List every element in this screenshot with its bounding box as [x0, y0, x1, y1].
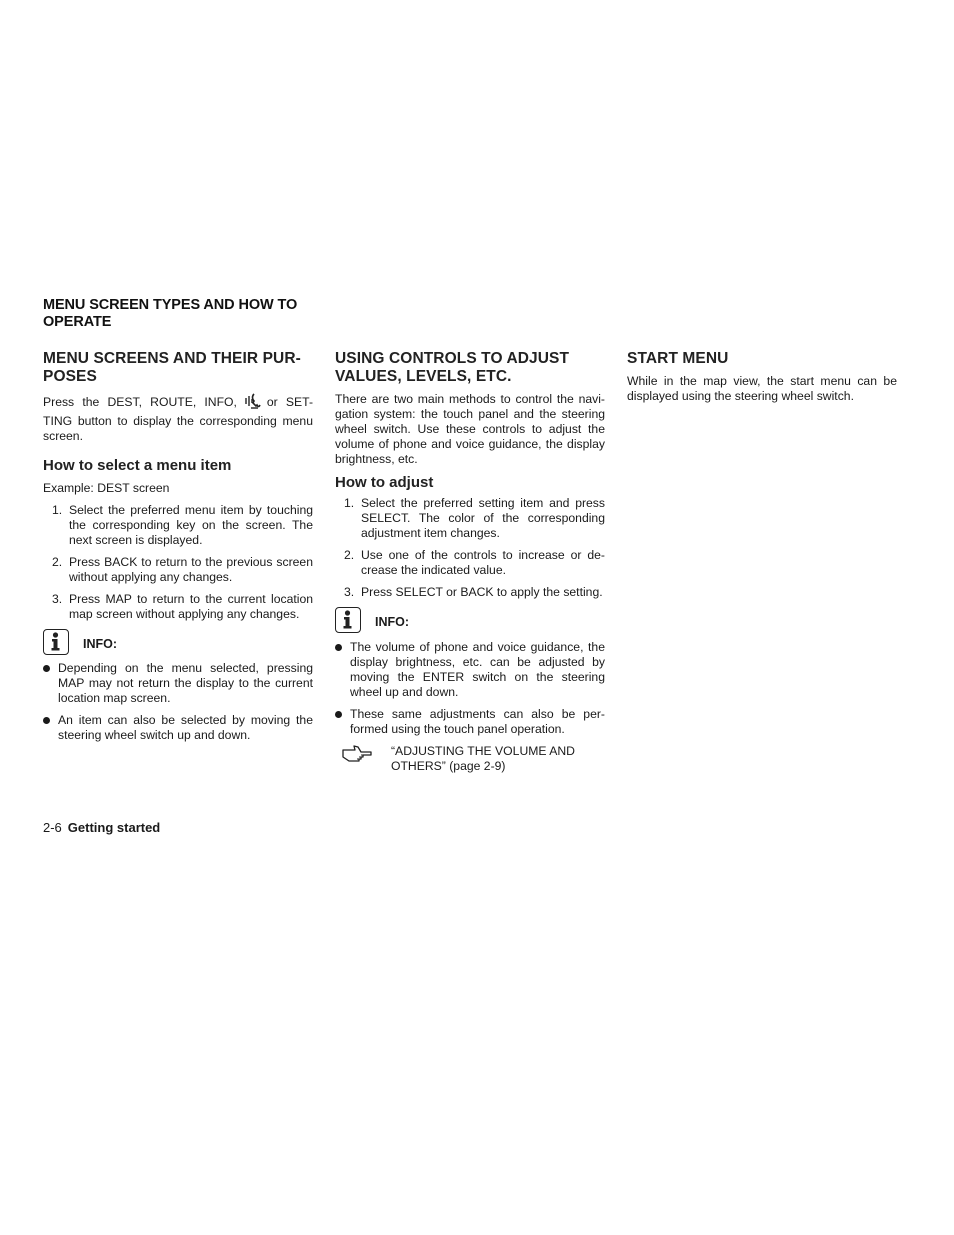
subheading-select-menu-item: How to select a menu item	[43, 457, 232, 474]
pointing-hand-icon	[341, 744, 373, 768]
info-label: INFO:	[83, 637, 118, 651]
column-menu-screens	[43, 350, 313, 750]
heading-menu-screens: MENU SCREENS AND THEIR PUR-POSES	[43, 350, 301, 385]
bullet-icon	[43, 665, 50, 672]
select-steps-list	[43, 503, 313, 622]
bullet-icon	[335, 711, 342, 718]
info-label: INFO:	[375, 615, 410, 629]
list-item: 3. Press MAP to return to the current location map screen without applying any changes.	[52, 592, 313, 621]
voice-phone-icon	[243, 392, 261, 414]
column-start-menu	[627, 350, 897, 404]
adjust-steps-list	[335, 496, 605, 600]
chapter-title: Getting started	[67, 820, 161, 835]
subheading-how-to-adjust: How to adjust	[335, 474, 434, 491]
bullet-icon	[335, 644, 342, 651]
list-item: The volume of phone and voice guidance, the display brightness, etc. can be adjusted by moving the ENTER switch on the steering wheel up and down.	[335, 640, 605, 700]
list-item: 2. Use one of the controls to increase or de-crease the indicated value.	[344, 548, 605, 577]
list-item: Depending on the menu selected, pressing MAP may not return the display to the current location map screen.	[43, 661, 313, 706]
using-controls-intro: There are two main methods to control the navi-gation system: the touch panel and the steering wheel switch. Use these controls to adjust the volume of phone and voice guidance, the display brightness, etc.	[335, 392, 605, 466]
page-footer	[43, 820, 160, 835]
info-icon	[335, 607, 361, 633]
heading-start-menu: START MENU	[627, 350, 729, 367]
start-menu-intro: While in the map view, the start menu can be displayed using the steering wheel switch.	[627, 374, 897, 403]
menu-screens-intro: Press the DEST, ROUTE, INFO, or SET-TING button to display the corresponding menu screen.	[43, 392, 313, 444]
list-item: 1. Select the preferred setting item and press SELECT. The color of the corresponding adjustment item changes.	[344, 496, 605, 540]
info-header	[335, 607, 605, 635]
reference-link[interactable]: “ADJUSTING THE VOLUME AND OTHERS” (page 2-9)	[391, 744, 575, 773]
cross-reference	[335, 744, 605, 774]
list-item: An item can also be selected by moving the steering wheel switch up and down.	[43, 713, 313, 743]
info-bullets	[43, 661, 313, 743]
column-using-controls	[335, 350, 605, 774]
info-header	[43, 629, 313, 657]
list-item: 2. Press BACK to return to the previous screen without applying any changes.	[52, 555, 313, 584]
list-item: 3. Press SELECT or BACK to apply the setting.	[344, 585, 603, 599]
page-number: 2-6	[43, 820, 62, 835]
info-bullets	[335, 640, 605, 737]
list-item: 1. Select the preferred menu item by touching the corresponding key on the screen. The next screen is displayed.	[52, 503, 313, 547]
heading-using-controls: USING CONTROLS TO ADJUST VALUES, LEVELS, ETC.	[335, 350, 570, 385]
bullet-icon	[43, 717, 50, 724]
info-icon	[43, 629, 69, 655]
section-title: MENU SCREEN TYPES AND HOW TO OPERATE	[43, 297, 298, 330]
list-item: These same adjustments can also be per-formed using the touch panel operation.	[335, 707, 605, 737]
example-label: Example: DEST screen	[43, 481, 170, 495]
